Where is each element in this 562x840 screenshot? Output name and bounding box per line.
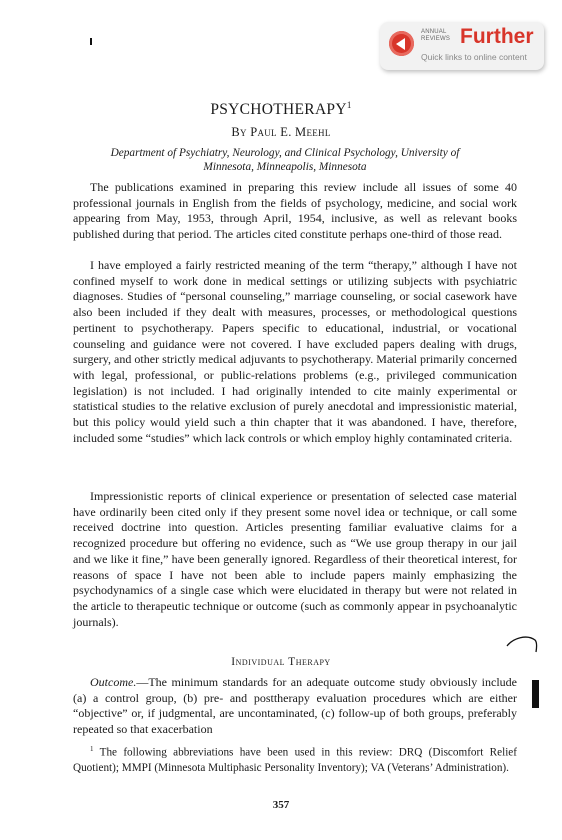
scan-mark	[90, 38, 92, 45]
runin-heading: Outcome.	[90, 675, 137, 689]
author-byline: By Paul E. Meehl	[231, 125, 331, 139]
further-label: Further	[460, 25, 534, 48]
margin-scribble-icon	[505, 634, 539, 654]
back-arrow-icon	[389, 31, 414, 56]
footnote: $^1$ The following abbreviations have been used in this review: DRQ (Discomfort Relief Quotient); MMPI (Minnesota Multiphasic Personality Inventory); VA (Veterans’ Administration).	[73, 745, 517, 774]
article-title: PSYCHOTHERAPY$^1$	[210, 100, 352, 119]
author-affiliation: Department of Psychiatry, Neurology, and Clinical Psychology, University of Minnesota, Minneapolis, Minnesota	[110, 147, 460, 173]
section-heading: Individual Therapy	[231, 656, 331, 668]
page-number: 357	[272, 799, 290, 811]
further-badge[interactable]	[380, 22, 544, 70]
margin-bar	[532, 680, 539, 708]
body-paragraph-4: Outcome.—The minimum standards for an adequate outcome study obviously include (a) a control group, (b) pre- and posttherapy evaluation procedures which are either “objective” or, if judgmental, are uncontaminated, (c) follow-up of both groups, preferably repeated so that exacerbation	[73, 675, 517, 737]
body-paragraph-3: Impressionistic reports of clinical experience or presentation of selected case material have ordinarily been cited only if they present some novel idea or technique, or call some received doctrine into question. Articles presenting familiar evaluative claims for a recognized procedure but offering no evidence, such as “We use group therapy in our jail and we like it fine,” have been generally ignored. Regardless of their theoretical interest, for reasons of space I have not been able to include papers mainly emphasizing the psychodynamics of a single case which were elucidated in therapy but were not related in the article to therapeutic technique or outcome (such as commonly appear in psychoanalytic journals).	[73, 489, 517, 629]
body-paragraph-2: I have employed a fairly restricted meaning of the term “therapy,” although I have not confined myself to work done in medical settings or utilizing subjects with psychiatric diagnoses. Studies of “personal counseling,” marriage counseling, or social casework have also been included if they dealt with measures, processes, or methodological questions pertinent to psychotherapy. Papers specific to educational, industrial, or vocational counseling and guidance were not covered. I have excluded papers dealing with drugs, surgery, and other strictly medical adjuvants to psychotherapy. Material primarily concerned with legal, professional, or public-relations problems (e.g., privileged communication legislation) is not included. I had originally intended to cite mainly experimental or statistical studies to the relative exclusion of purely anecdotal and impressionistic material, but this policy would yield such a thin chapter that it was abandoned. I have, therefore, included some “studies” which lack controls or which employ highly contaminated criteria.	[73, 258, 517, 445]
body-paragraph-1: The publications examined in preparing this review include all issues of some 40 professional journals in English from the fields of psychology, medicine, and social work appearing from May, 1953, through April, 1954, inclusive, as well as relevant books published during that period. The articles cited constitute perhaps one-third of those read.	[73, 180, 517, 242]
quick-links-text: Quick links to online content	[421, 52, 527, 62]
annual-reviews-logo: ANNUAL REVIEWS	[421, 29, 451, 42]
title-footnote-marker: 1	[346, 100, 352, 110]
